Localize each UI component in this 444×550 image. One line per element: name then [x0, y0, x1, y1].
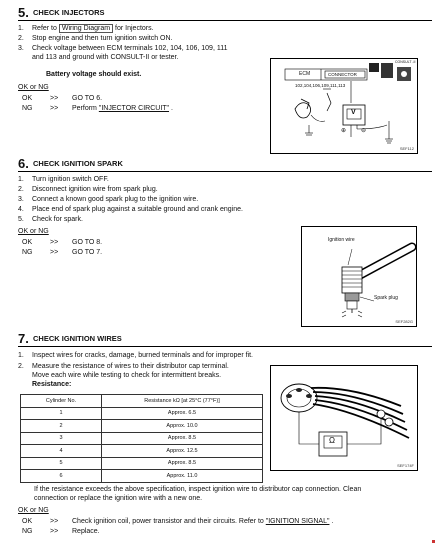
step-item [18, 216, 83, 224]
table-cell: Approx. 6.5 [102, 407, 263, 420]
table-cell: Approx. 10.0 [102, 420, 263, 433]
result-text: GO TO 7. [72, 249, 103, 256]
section-5-header [18, 0, 432, 21]
result-ng-row [22, 249, 102, 256]
ok-or-ng-label: OK or NG [18, 84, 49, 91]
step-text: Measure the resistance of wires to their distributor cap terminal. [32, 363, 229, 370]
result-text: Replace. [72, 528, 100, 535]
step-number: 2. [18, 35, 24, 42]
step-text: Connect a known good spark plug to the ignition wire. [32, 196, 199, 203]
figure-code: SEF112 [399, 146, 414, 151]
note-line: connection or replace the ignition wire with a new one. [34, 495, 203, 502]
section-number: 5. [18, 5, 29, 20]
step-item [18, 363, 229, 371]
result-ok-row [22, 95, 102, 102]
step-item [18, 176, 109, 184]
arrow: >> [50, 518, 59, 525]
table-row [21, 470, 263, 483]
ok-or-ng-label: OK or NG [18, 507, 49, 514]
result-text: . [329, 518, 334, 525]
figure-code: SEF282G [395, 319, 413, 324]
step-text: Turn ignition switch OFF. [32, 176, 109, 183]
section-number: 7. [18, 331, 29, 346]
terminals-label: 102,104,106,109,111,113 [295, 83, 346, 88]
connector-label: CONNECTOR [328, 72, 357, 77]
ecm-label: ECM [299, 71, 311, 77]
step-text: Check voltage between ECM terminals 102, 104, 106, 109, 111 [32, 45, 228, 52]
step-text: Inspect wires for cracks, damage, burned terminals and for improper fit. [32, 352, 253, 359]
ohmmeter-label: Ω [329, 436, 335, 445]
step-text: Place end of spark plug against a suitable ground and crank engine. [32, 206, 243, 213]
table-cell: Approx. 12.5 [102, 445, 263, 458]
spark-plug-diagram [302, 227, 416, 326]
section-title: CHECK IGNITION WIRES [33, 334, 122, 343]
expected-result: Battery voltage should exist. [46, 71, 142, 78]
result-text: . [169, 105, 173, 112]
injector-circuit-link[interactable]: "INJECTOR CIRCUIT" [98, 105, 170, 112]
table-cell: 4 [21, 445, 102, 458]
figure-code: SEF174F [397, 463, 414, 468]
result-key: OK [22, 518, 33, 525]
ignition-signal-link[interactable]: "IGNITION SIGNAL" [265, 518, 330, 525]
spark-plug-figure [301, 226, 417, 327]
ignition-wire-label: Ignition wire [328, 237, 355, 243]
consult-label: CONSULT -II [395, 60, 416, 64]
table-cell: Approx. 8.5 [102, 432, 263, 445]
arrow: >> [50, 105, 59, 112]
step-number: 3. [18, 196, 24, 203]
table-cell: 5 [21, 457, 102, 470]
step-text: Disconnect ignition wire from spark plug. [32, 186, 158, 193]
table-header: Cylinder No. [21, 395, 102, 408]
result-ok-row [22, 239, 102, 246]
step-item [18, 196, 198, 204]
corner-mark [432, 540, 435, 543]
step-item [18, 45, 227, 53]
table-cell: 1 [21, 407, 102, 420]
table-row [21, 445, 263, 458]
spark-plug-label: Spark plug [374, 295, 398, 301]
step-item [18, 25, 154, 33]
result-text: GO TO 6. [72, 95, 103, 102]
result-ng-row [22, 528, 100, 535]
arrow: >> [50, 528, 59, 535]
step-number: 2. [18, 186, 24, 193]
ignition-wire-diagram [271, 366, 417, 470]
table-cell: Approx. 8.5 [102, 457, 263, 470]
result-text: Check ignition coil, power transistor and their circuits. Refer to [72, 518, 266, 525]
table-header: Resistance kΩ [at 25°C (77°F)] [102, 395, 263, 408]
step-item [18, 206, 243, 214]
injector-voltage-figure [270, 58, 418, 154]
ok-or-ng-label: OK or NG [18, 228, 49, 235]
result-text: Perform [72, 105, 99, 112]
table-cell: 6 [21, 470, 102, 483]
step-continuation: and 113 and ground with CONSULT-II or tester. [32, 54, 179, 61]
section-number: 6. [18, 156, 29, 171]
resistance-table [20, 394, 263, 483]
table-cell: 2 [21, 420, 102, 433]
step-item [18, 186, 158, 194]
section-7-header [18, 326, 432, 347]
result-ng-row [22, 105, 173, 112]
resistance-label: Resistance: [32, 381, 72, 388]
table-row [21, 457, 263, 470]
plus-symbol: ⊕ [341, 128, 347, 134]
step-number: 1. [18, 352, 24, 359]
step-item [18, 35, 172, 43]
arrow: >> [50, 95, 59, 102]
step-text: Refer to [32, 25, 59, 32]
table-row [21, 420, 263, 433]
step-number: 1. [18, 176, 24, 183]
section-title: CHECK INJECTORS [33, 8, 105, 17]
voltmeter-label: V [351, 109, 356, 116]
step-number: 1. [18, 25, 24, 32]
result-key: NG [22, 105, 33, 112]
result-key: OK [22, 239, 33, 246]
step-number: 3. [18, 45, 24, 52]
result-text: GO TO 8. [72, 239, 103, 246]
step-text: Stop engine and then turn ignition switch ON. [32, 35, 173, 42]
step-continuation: Move each wire while testing to check for intermittent breaks. [32, 372, 222, 379]
note-line: If the resistance exceeds the above specification, inspect ignition wire to distributor cap connection. Clean [34, 486, 362, 493]
arrow: >> [50, 239, 59, 246]
arrow: >> [50, 249, 59, 256]
table-row [21, 407, 263, 420]
table-cell: 3 [21, 432, 102, 445]
section-title: CHECK IGNITION SPARK [33, 159, 123, 168]
section-6-header [18, 151, 432, 172]
step-text: Check for spark. [32, 216, 83, 223]
result-key: OK [22, 95, 33, 102]
wiring-diagram-link[interactable]: Wiring Diagram [59, 24, 113, 33]
step-item [18, 352, 253, 360]
table-cell: Approx. 11.0 [102, 470, 263, 483]
step-number: 4. [18, 206, 24, 213]
result-key: NG [22, 249, 33, 256]
result-key: NG [22, 528, 33, 535]
step-number: 5. [18, 216, 24, 223]
minus-symbol: ⊖ [361, 128, 367, 134]
result-ok-row [22, 518, 333, 525]
ignition-wire-figure [270, 365, 418, 471]
step-text: for Injectors. [113, 25, 154, 32]
step-number: 2. [18, 363, 24, 370]
table-header-row [21, 395, 263, 408]
table-row [21, 432, 263, 445]
